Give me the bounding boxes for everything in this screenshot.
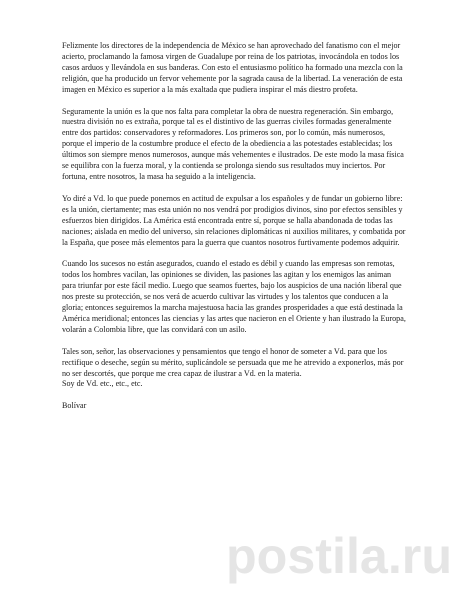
watermark-text: postila.ru: [226, 528, 452, 584]
paragraph-union: Seguramente la unión es la que nos falta para completar la obra de nuestra regeneración. Sin embargo, nuestra división no es extraña, porque tal es el distintivo de las guerras civiles formadas generalmente entre dos partidos: conservadores y reformadores. Los primeros son, por lo común, más numerosos, porque el imperio de la costumbre produce el efecto de la obediencia a las potestades establecidas; los últimos son siempre menos numerosos, aunque más vehementes e ilustrados. De este modo la masa física se equilibra con la fuerza moral, y la contienda se prolonga siendo sus resultados muy inciertos. Por fortuna, entre nosotros, la masa ha seguido a la inteligencia.: [62, 106, 404, 181]
paragraph-fanaticism: Felizmente los directores de la independencia de México se han aprovechado del fanatismo con el mejor acierto, proclamando la famosa virgen de Guadalupe por reina de los patriotas, invocándola en todos los casos arduos y llevándola en sus banderas. Con esto el entusiasmo político ha formado una mezcla con la religión, que ha producido un fervor vehemente por la sagrada causa de la libertad. La veneración de esta imagen en México es superior a la más exaltada que pudiera inspirar el más diestro profeta.: [62, 41, 403, 94]
paragraph-events: Cuando los sucesos no están asegurados, cuando el estado es débil y cuando las empresas son remotas, todos los hombres vacilan, las opiniones se dividen, las pasiones las agitan y los enemigos las animan para triunfar por este fácil medio. Luego que seamos fuertes, bajo los auspicios de una nación liberal que nos preste su protección, se nos verá de acuerdo cultivar las virtudes y los talentos que conducen a la gloria; entonces seguiremos la marcha majestuosa hacia las grandes prosperidades a que está destinada la América meridional; entonces las ciencias y las artes que nacieron en el Oriente y han ilustrado la Europa, volarán a Colombia libre, que las convidará con un asilo.: [62, 259, 406, 334]
paragraph-expulsion: Yo diré a Vd. lo que puede ponernos en actitud de expulsar a los españoles y de fundar un gobierno libre: es la unión, ciertamente; mas esta unión no nos vendrá por prodigios divinos, sino por efectos sensibles y esfuerzos bien dirigidos. La América está encontrada entre sí, porque se halla abandonada de todas las naciones; aislada en medio del universo, sin relaciones diplomáticas ni auxilios militares, y combatida por la España, que posee más elementos para la guerra que cuantos nosotros furtivamente podemos adquirir.: [62, 193, 406, 247]
watermark-logo: [226, 527, 454, 585]
letter-body: [62, 41, 407, 423]
signature: Bolívar: [62, 401, 87, 411]
closing-line: Soy de Vd. etc., etc., etc.: [62, 379, 143, 389]
paragraph-observations: Tales son, señor, las observaciones y pensamientos que tengo el honor de someter a Vd. para que los rectifique o deseche, según su mérito, suplicándole se persuada que me he atrevido a exponerlos, más por no ser descortés, que porque me crea capaz de ilustrar a Vd. en la materia.: [62, 346, 404, 378]
